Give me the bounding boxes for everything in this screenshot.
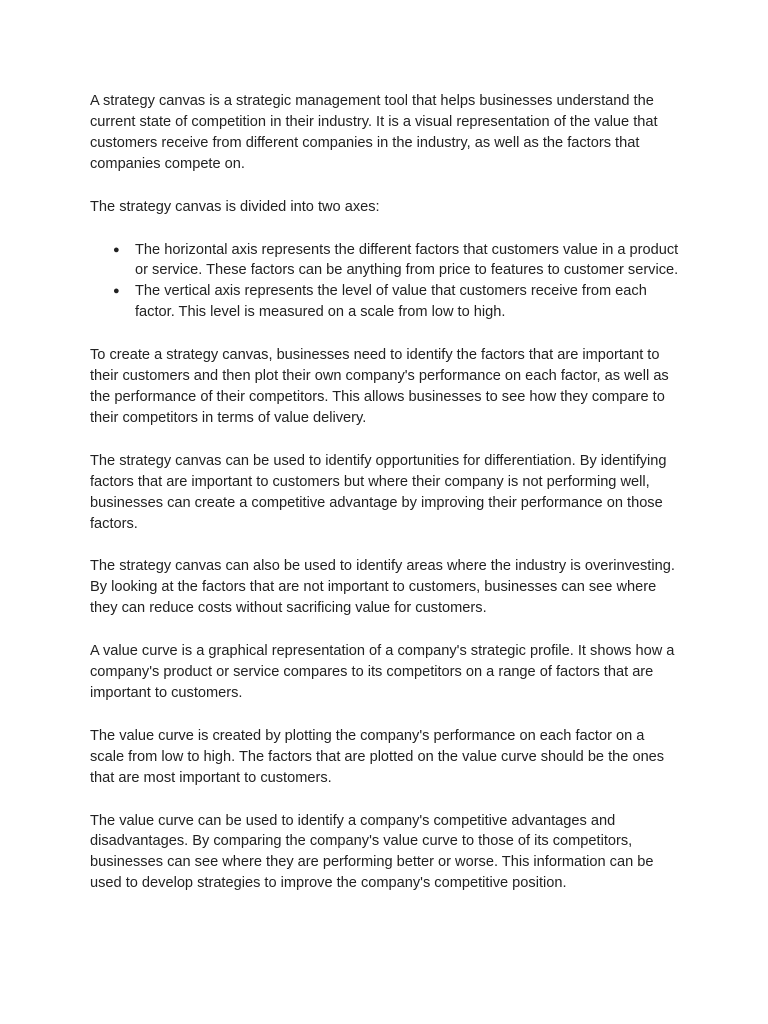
paragraph-overinvesting: The strategy canvas can also be used to identify areas where the industry is overinvesting. By looking at the factors that are not important to customers, businesses can see where they can reduce costs without sacrificing value for customers. [90,558,675,617]
bullet-dot-icon: ● [113,243,120,256]
paragraph-two-axes-intro: The strategy canvas is divided into two axes: [90,198,380,215]
bullet-text: The vertical axis represents the level of value that customers receive from each factor. This level is measured on a scale from low to high. [135,283,647,321]
paragraph-value-curve-creation: The value curve is created by plotting the company's performance on each factor on a scale from low to high. The factors that are plotted on the value curve should be the ones that are most important to customers. [90,727,665,786]
document-page [90,91,680,916]
axes-bullet-list [90,240,680,324]
bullet-horizontal-axis [90,240,680,282]
bullet-text: The horizontal axis represents the different factors that customers value in a product or service. These factors can be anything from price to features to customer service. [135,241,679,279]
paragraph-differentiation: The strategy canvas can be used to identify opportunities for differentiation. By identifying factors that are important to customers but where their company is not performing well, businesses can create a competitive advantage by improving their performance on those factors. [90,452,667,532]
paragraph-create-canvas: To create a strategy canvas, businesses need to identify the factors that are important to their customers and then plot their own company's performance on each factor, as well as the performance of their competitors. This allows businesses to see how they compare to their competitors in terms of value delivery. [90,347,669,426]
bullet-vertical-axis [90,281,680,323]
paragraph-value-curve-usage: The value curve can be used to identify a company's competitive advantages and disadvantages. By comparing the company's value curve to those of its competitors, businesses can see where they are performing better or worse. This information can be used to develop strategies to improve the company's competitive position. [90,812,654,892]
bullet-dot-icon: ● [113,285,120,298]
paragraph-value-curve-definition: A value curve is a graphical representation of a company's strategic profile. It shows how a company's product or service compares to its competitors on a range of factors that are important to customers. [90,643,675,701]
paragraph-strategy-canvas-definition: A strategy canvas is a strategic management tool that helps businesses understand the current state of competition in their industry. It is a visual representation of the value that customers receive from different companies in the industry, as well as the factors that companies compete on. [90,93,658,172]
